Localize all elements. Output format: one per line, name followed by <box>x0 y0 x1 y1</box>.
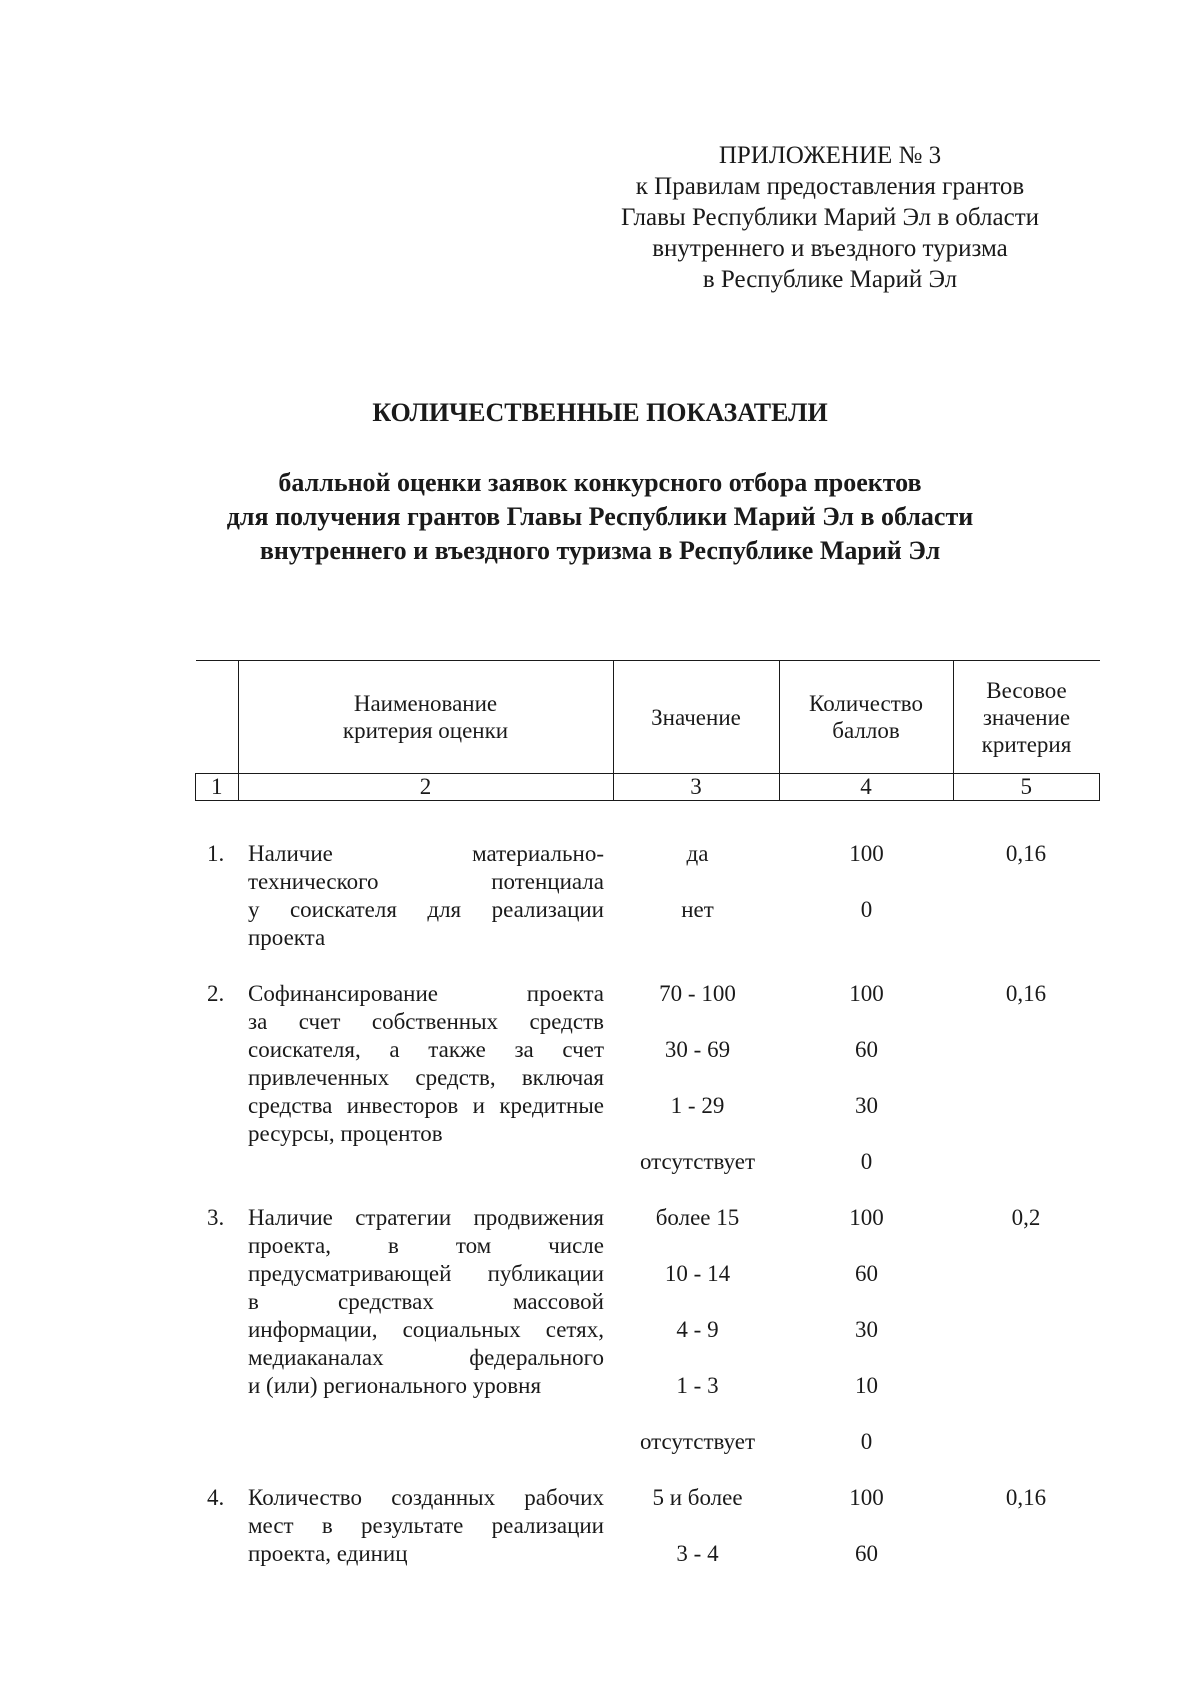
criterion-number: 2. <box>207 981 225 1006</box>
criterion-name-line: технического потенциала <box>248 869 604 894</box>
criterion-row <box>195 1204 1095 1484</box>
option-points: 60 <box>855 1037 878 1062</box>
criterion-name-line: средства инвесторов и кредитные <box>248 1093 604 1118</box>
option-value: нет <box>681 897 714 922</box>
column-number: 5 <box>953 774 1100 801</box>
criterion-row <box>195 1484 1095 1604</box>
criterion-row <box>195 980 1095 1204</box>
header-text: критерия оценки <box>342 718 509 743</box>
header-text: значение <box>982 704 1071 730</box>
option-points: 100 <box>849 1485 884 1510</box>
column-number: 2 <box>238 774 613 801</box>
header-col-2 <box>238 661 613 774</box>
criterion-weight: 0,16 <box>1005 981 1047 1006</box>
criterion-name-line: привлеченных средств, включая <box>248 1065 604 1090</box>
header-col-5 <box>953 661 1100 774</box>
appendix-line: в Республике Марий Эл <box>702 266 958 293</box>
option-value: отсутствует <box>639 1429 756 1454</box>
criterion-name <box>248 1204 604 1400</box>
criterion-name-line: проекта, в том числе <box>248 1233 604 1258</box>
header-text: баллов <box>832 718 900 743</box>
criterion-name-line: в средствах массовой <box>248 1289 604 1314</box>
criterion-weight: 0,16 <box>1005 1485 1047 1510</box>
option-points: 100 <box>849 841 884 866</box>
criterion-name-line: за счет собственных средств <box>248 1009 604 1034</box>
criteria-list <box>195 840 1095 1604</box>
criterion-name-line: предусматривающей публикации <box>248 1261 604 1286</box>
document-subtitle <box>150 466 1050 568</box>
option-value: отсутствует <box>639 1149 756 1174</box>
option-points: 30 <box>855 1093 878 1118</box>
criterion-name-line: и (или) регионального уровня <box>248 1373 542 1398</box>
criterion-name-line: проекта <box>248 925 326 950</box>
criterion-name-line: медиаканалах федерального <box>248 1345 604 1370</box>
option-points: 0 <box>860 897 873 922</box>
column-number: 4 <box>779 774 953 801</box>
document-title: КОЛИЧЕСТВЕННЫЕ ПОКАЗАТЕЛИ <box>372 398 828 427</box>
subtitle-line: для получения грантов Главы Республики Марий Эл в области <box>226 502 974 531</box>
criterion-name-line: у соискателя для реализации <box>248 897 604 922</box>
appendix-line: к Правилам предоставления грантов <box>635 173 1025 200</box>
criterion-number: 4. <box>207 1485 225 1510</box>
subtitle-line: балльной оценки заявок конкурсного отбора проектов <box>278 468 922 497</box>
option-value: более 15 <box>655 1205 740 1230</box>
criterion-name <box>248 840 604 952</box>
header-row <box>196 661 1100 774</box>
option-points: 0 <box>860 1429 873 1454</box>
option-points: 100 <box>849 981 884 1006</box>
option-value: 3 - 4 <box>676 1541 719 1566</box>
option-value: 1 - 3 <box>676 1373 719 1398</box>
criterion-name-line: Наличие материально- <box>248 841 604 866</box>
criterion-name-line: Софинансирование проекта <box>248 981 604 1006</box>
criterion-name-line: мест в результате реализации <box>248 1513 604 1538</box>
option-value: 5 и более <box>652 1485 743 1510</box>
criterion-name-line: проекта, единиц <box>248 1541 408 1566</box>
appendix-line: ПРИЛОЖЕНИЕ № 3 <box>718 142 942 169</box>
appendix-block <box>560 140 1100 295</box>
criterion-weight: 0,2 <box>1011 1205 1041 1230</box>
option-value: 30 - 69 <box>664 1037 731 1062</box>
option-points: 30 <box>855 1317 878 1342</box>
appendix-line: Главы Республики Марий Эл в области <box>620 204 1040 231</box>
criterion-name <box>248 980 604 1148</box>
option-value: 4 - 9 <box>676 1317 719 1342</box>
criterion-row <box>195 840 1095 980</box>
criterion-weight: 0,16 <box>1005 841 1047 866</box>
criterion-number: 1. <box>207 841 225 866</box>
option-points: 60 <box>855 1261 878 1286</box>
option-value: 10 - 14 <box>664 1261 731 1286</box>
header-col-1 <box>196 661 239 774</box>
criterion-name-line: информации, социальных сетях, <box>248 1317 604 1342</box>
column-number-row <box>196 774 1100 801</box>
appendix-line: внутреннего и въездного туризма <box>652 235 1008 262</box>
option-points: 100 <box>849 1205 884 1230</box>
option-value: да <box>686 841 709 866</box>
header-text: Количество <box>809 691 923 716</box>
option-points: 10 <box>855 1373 878 1398</box>
criterion-number: 3. <box>207 1205 225 1230</box>
option-points: 60 <box>855 1541 878 1566</box>
header-col-4 <box>779 661 953 774</box>
header-col-3: Значение <box>613 661 779 774</box>
criterion-name-line: ресурсы, процентов <box>248 1121 443 1146</box>
option-points: 0 <box>860 1149 873 1174</box>
criterion-name <box>248 1484 604 1568</box>
criterion-name-line: Наличие стратегии продвижения <box>248 1205 604 1230</box>
option-value: 70 - 100 <box>659 981 736 1006</box>
header-text: критерия <box>981 731 1072 757</box>
column-number: 3 <box>613 774 779 801</box>
criteria-table-header <box>195 660 1100 801</box>
criterion-name-line: Количество созданных рабочих <box>248 1485 604 1510</box>
header-text: Наименование <box>353 691 498 716</box>
column-number: 1 <box>196 774 239 801</box>
option-value: 1 - 29 <box>670 1093 725 1118</box>
header-text: Весовое <box>986 677 1067 703</box>
criterion-name-line: соискателя, а также за счет <box>248 1037 604 1062</box>
subtitle-line: внутреннего и въездного туризма в Республике Марий Эл <box>259 536 941 565</box>
